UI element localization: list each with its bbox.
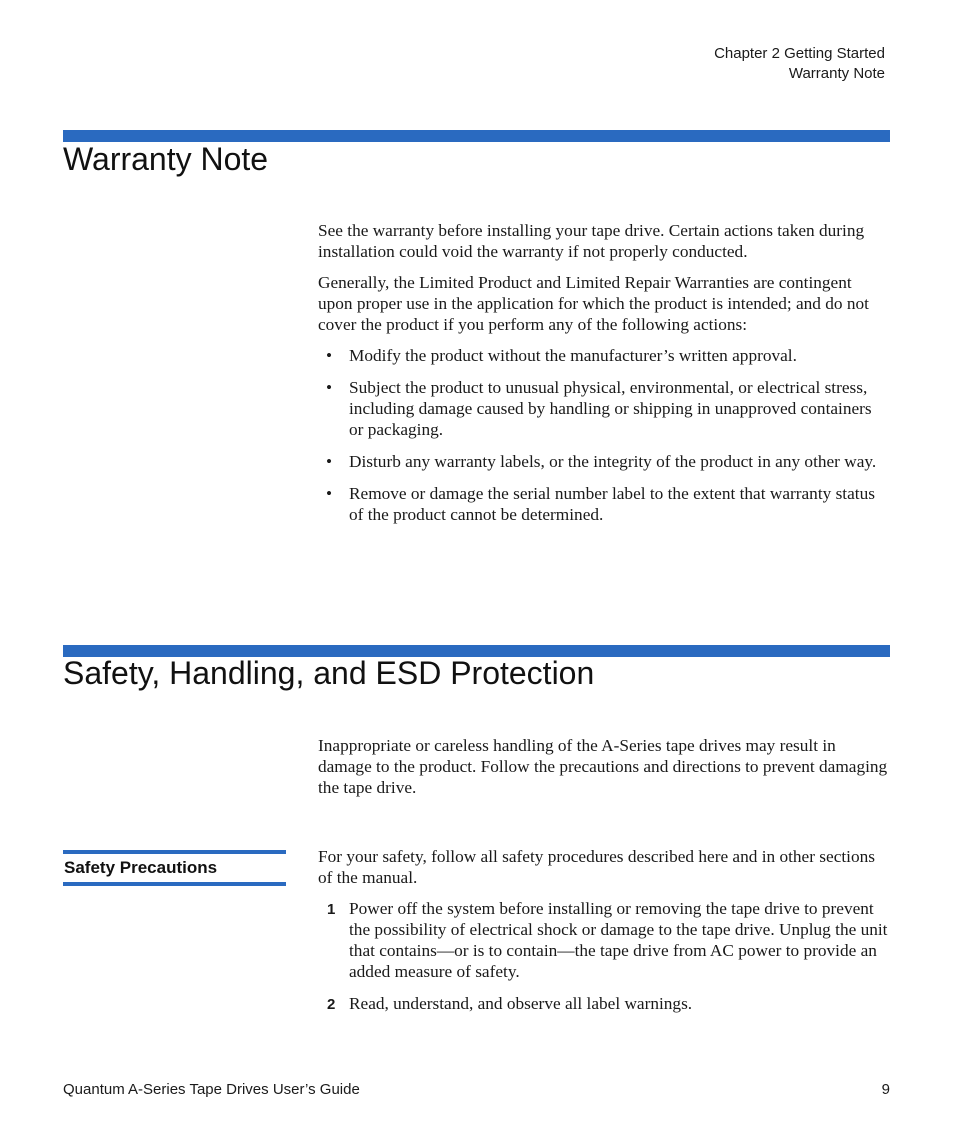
page-number: 9	[881, 1081, 890, 1098]
running-head	[714, 44, 885, 84]
subsection-title: Safety Precautions	[64, 858, 218, 877]
list-item-text: Power off the system before installing or removing the tape drive to prevent the possibility of electrical shock or damage to the tape drive. Unplug the unit that contains—or is to contain—the tape drive from AC power to provide an added measure of safety.	[349, 899, 888, 981]
list-item	[318, 377, 890, 440]
numbered-list	[318, 898, 890, 1014]
running-head-section: Warranty Note	[788, 65, 885, 82]
bullet-icon: •	[326, 484, 333, 503]
list-item	[318, 898, 890, 982]
safety-intro	[318, 735, 890, 808]
section-title-safety: Safety, Handling, and ESD Protection	[63, 655, 595, 691]
paragraph: For your safety, follow all safety procedures described here and in other sections of the manual.	[318, 847, 875, 887]
step-number: 1	[327, 901, 336, 918]
list-item-text: Modify the product without the manufacturer’s written approval.	[349, 346, 797, 365]
safety-precautions-body	[318, 846, 890, 1025]
warranty-body	[318, 220, 890, 536]
list-item	[318, 345, 890, 366]
list-item	[318, 993, 890, 1014]
bullet-icon: •	[326, 346, 333, 365]
list-item	[318, 451, 890, 472]
list-item-text: Subject the product to unusual physical, environmental, or electrical stress, including damage caused by handling or shipping in unapproved containers or packaging.	[349, 378, 872, 439]
paragraph: See the warranty before installing your tape drive. Certain actions taken during installation could void the warranty if not properly conducted.	[318, 221, 865, 261]
bullet-icon: •	[326, 452, 333, 471]
bullet-list	[318, 345, 890, 525]
step-number: 2	[327, 996, 336, 1013]
running-head-chapter: Chapter 2 Getting Started	[714, 45, 885, 62]
list-item-text: Disturb any warranty labels, or the integrity of the product in any other way.	[349, 452, 877, 471]
paragraph: Inappropriate or careless handling of the A-Series tape drives may result in damage to the product. Follow the precautions and directions to prevent damaging the tape drive.	[318, 736, 888, 797]
list-item-text: Remove or damage the serial number label to the extent that warranty status of the product cannot be determined.	[349, 484, 875, 524]
subsection-rule-bottom	[63, 882, 286, 886]
list-item-text: Read, understand, and observe all label warnings.	[349, 994, 693, 1013]
section-title-warranty: Warranty Note	[63, 141, 269, 177]
footer-title: Quantum A-Series Tape Drives User’s Guide	[63, 1081, 360, 1098]
list-item	[318, 483, 890, 525]
paragraph: Generally, the Limited Product and Limited Repair Warranties are contingent upon proper use in the application for which the product is intended; and do not cover the product if you perform any of the following actions:	[318, 273, 869, 334]
subsection-heading	[63, 850, 286, 886]
bullet-icon: •	[326, 378, 333, 397]
